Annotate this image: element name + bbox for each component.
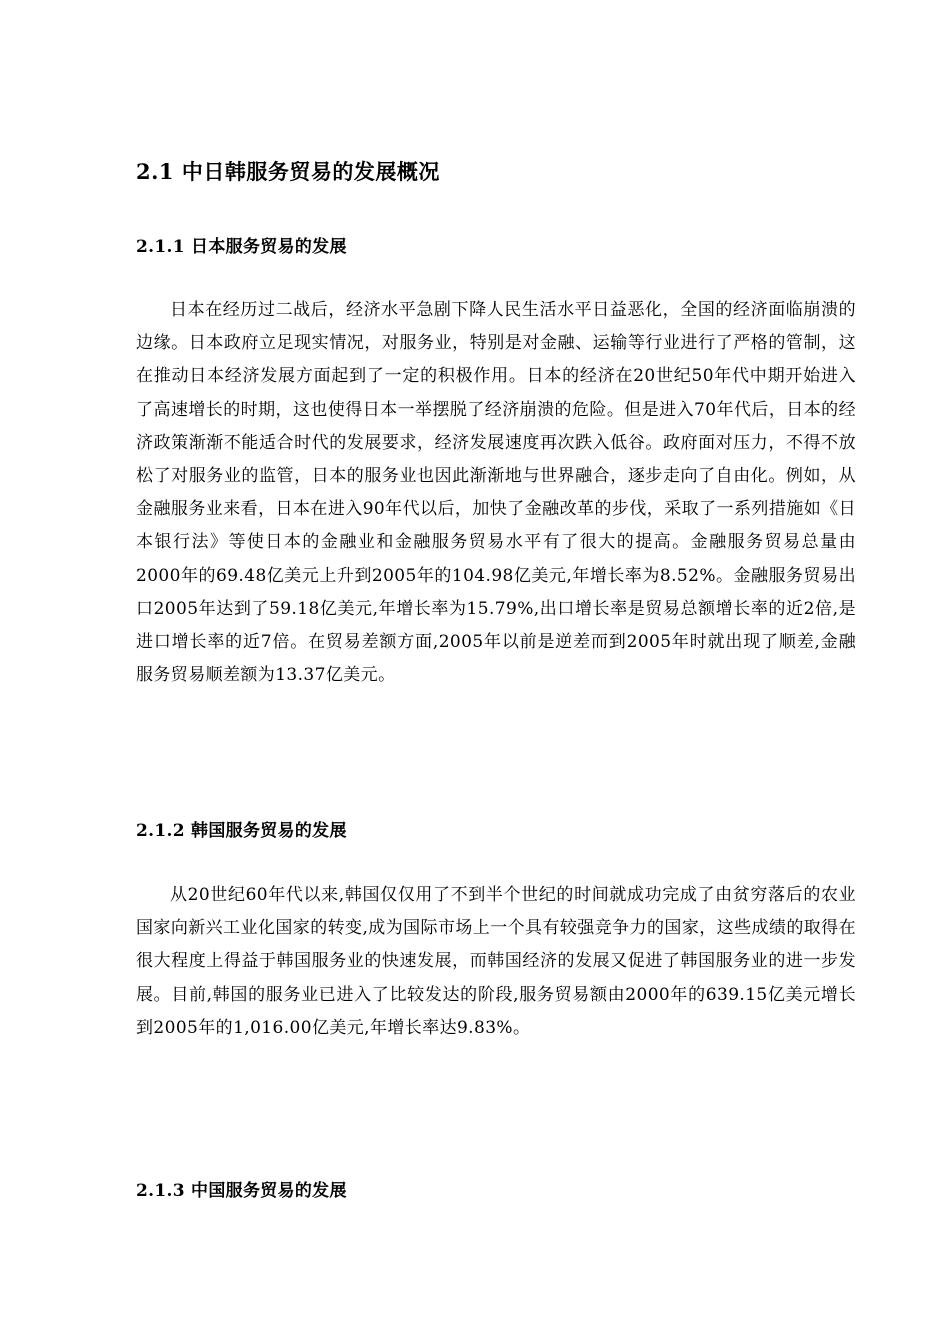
paragraph-japan: 日本在经历过二战后，经济水平急剧下降人民生活水平日益恶化，全国的经济面临崩溃的边缘。日本政府立足现实情况，对服务业，特别是对金融、运输等行业进行了严格的管制，这在推动日本经济发展方面起到了一定的积极作用。日本的经济在20世纪50年代中期开始进入了高速增长的时期，这也使得日本一举摆脱了经济崩溃的危险。但是进入70年代后，日本的经济政策渐渐不能适合时代的发展要求，经济发展速度再次跌入低谷。政府面对压力，不得不放松了对服务业的监管，日本的服务业也因此渐渐地与世界融合，逐步走向了自由化。例如，从金融服务业来看，日本在进入90年代以后，加快了金融改革的步伐，采取了一系列措施如《日本银行法》等使日本的金融业和金融服务贸易水平有了很大的提高。金融服务贸易总量由2000年的69.48亿美元上升到2005年的104.98亿美元,年增长率为8.52%。金融服务贸易出口2005年达到了59.18亿美元,年增长率为15.79%,出口增长率是贸易总额增长率的近2倍,是进口增长率的近7倍。在贸易差额方面,2005年以前是逆差而到2005年时就出现了顺差,金融服务贸易顺差额为13.37亿美元。 [136, 300, 856, 686]
paragraph-korea: 从20世纪60年代以来,韩国仅仅用了不到半个世纪的时间就成功完成了由贫穷落后的农业国家向新兴工业化国家的转变,成为国际市场上一个具有较强竞争力的国家，这些成绩的取得在很大程度上得益于韩国服务业的快速发展，而韩国经济的发展又促进了韩国服务业的进一步发展。目前,韩国的服务业已进入了比较发达的阶段,服务贸易额由2000年的639.15亿美元增长到2005年的1,016.00亿美元,年增长率达9.83%。 [136, 885, 856, 1038]
section-heading-2-1: 2.1 中日韩服务贸易的发展概况 [136, 159, 440, 184]
subsection-heading-2-1-3: 2.1.3 中国服务贸易的发展 [136, 1181, 347, 1201]
subsection-heading-2-1-1: 2.1.1 日本服务贸易的发展 [136, 237, 347, 257]
subsection-heading-2-1-2: 2.1.2 韩国服务贸易的发展 [136, 821, 347, 841]
